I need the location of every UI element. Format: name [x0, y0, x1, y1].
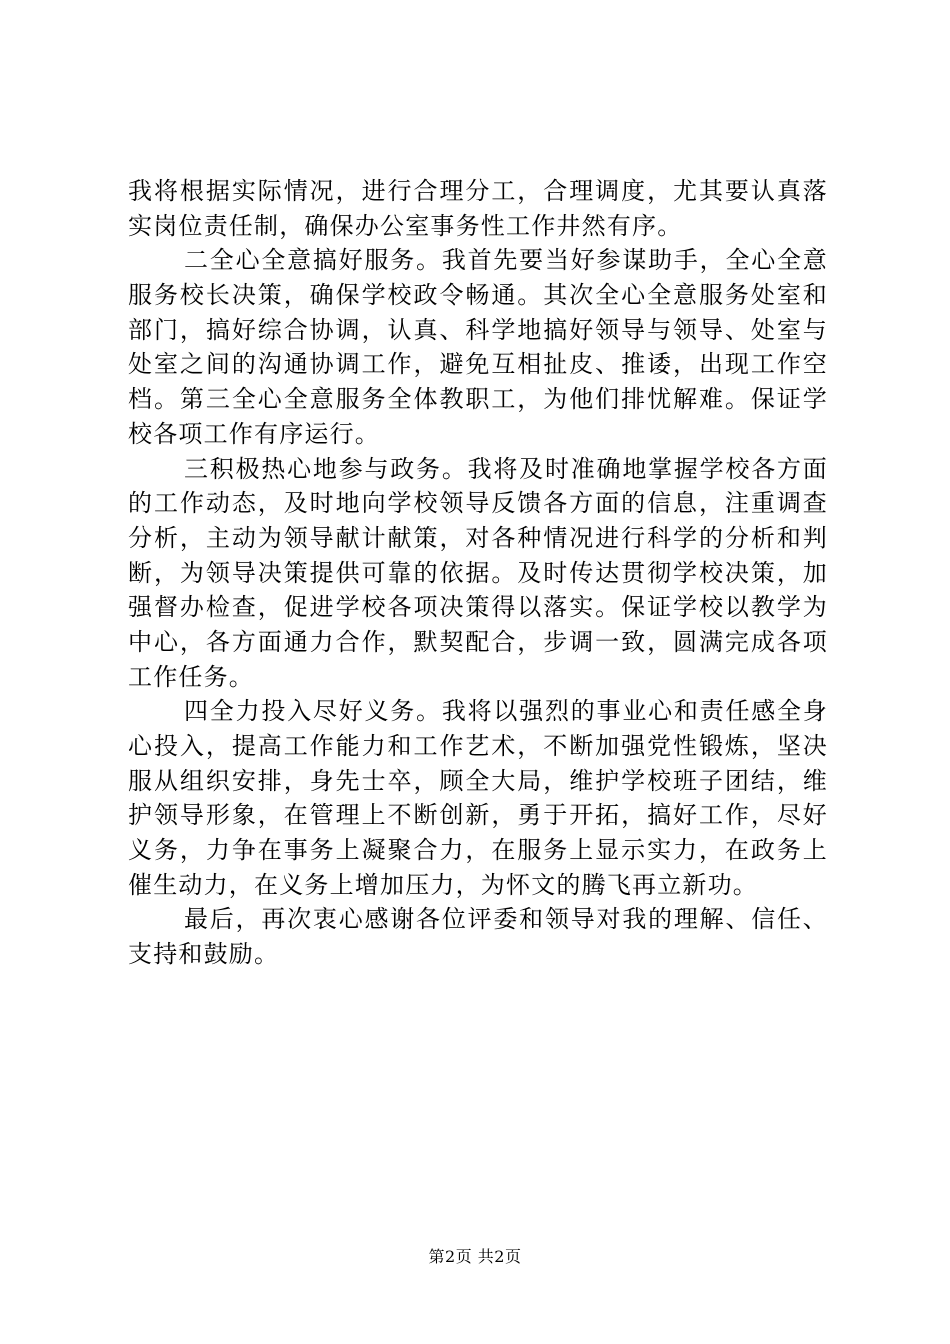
text-line: 实岗位责任制，确保办公室事务性工作井然有序。 [128, 211, 683, 240]
text-line: 分析，主动为领导献计献策，对各种情况进行科学的分析和判 [128, 523, 828, 552]
text-line: 护领导形象，在管理上不断创新，勇于开拓，搞好工作，尽好 [128, 801, 828, 830]
text-line: 部门，搞好综合协调，认真、科学地搞好领导与领导、处室与 [128, 315, 828, 344]
text-line: 服务校长决策，确保学校政令畅通。其次全心全意服务处室和 [128, 281, 828, 310]
text-line: 四全力投入尽好义务。我将以强烈的事业心和责任感全身 [184, 697, 828, 726]
text-line: 中心，各方面通力合作，默契配合，步调一致，圆满完成各项 [128, 627, 828, 656]
text-line: 二全心全意搞好服务。我首先要当好参谋助手，全心全意 [184, 246, 828, 275]
page-number-footer: 第2页 共2页 [428, 1247, 522, 1266]
text-line: 最后，再次衷心感谢各位评委和领导对我的理解、信任、 [184, 905, 828, 934]
text-line: 工作任务。 [128, 662, 254, 691]
text-line: 断，为领导决策提供可靠的依据。及时传达贯彻学校决策，加 [128, 558, 828, 587]
text-line: 校各项工作有序运行。 [128, 419, 380, 448]
text-line: 义务，力争在事务上凝聚合力，在服务上显示实力，在政务上 [128, 836, 828, 865]
text-line: 处室之间的沟通协调工作，避免互相扯皮、推诿，出现工作空 [128, 350, 828, 379]
text-line: 三积极热心地参与政务。我将及时准确地掌握学校各方面 [184, 454, 828, 483]
document-body [128, 174, 828, 972]
text-line: 我将根据实际情况，进行合理分工，合理调度，尤其要认真落 [128, 177, 828, 205]
text-line: 支持和鼓励。 [128, 940, 280, 969]
text-line: 心投入，提高工作能力和工作艺术，不断加强党性锻炼，坚决 [128, 732, 828, 760]
text-line: 档。第三全心全意服务全体教职工，为他们排忧解难。保证学 [128, 385, 828, 414]
text-line: 服从组织安排，身先士卒，顾全大局，维护学校班子团结，维 [128, 766, 828, 795]
text-line: 强督办检查，促进学校各项决策得以落实。保证学校以教学为 [128, 593, 828, 622]
text-line: 的工作动态，及时地向学校领导反馈各方面的信息，注重调查 [128, 489, 828, 518]
text-line: 催生动力，在义务上增加压力，为怀文的腾飞再立新功。 [128, 870, 758, 899]
